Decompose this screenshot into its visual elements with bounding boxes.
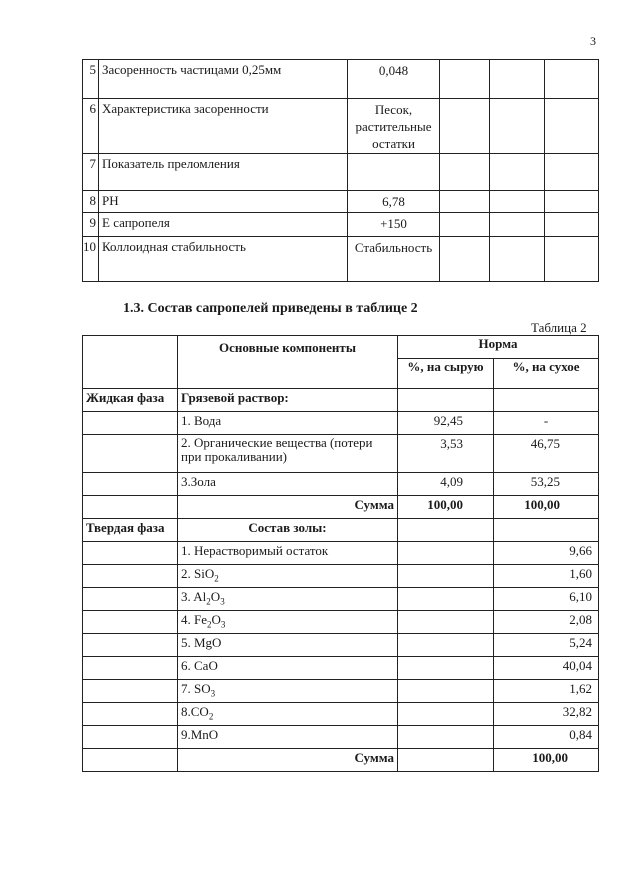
norma-header: Норма: [398, 336, 599, 359]
raw-value: 92,45: [398, 412, 494, 435]
row-value: 0,048: [348, 60, 440, 99]
component-name: 3.Зола: [178, 473, 398, 496]
component-name: 2. SiO$_2$: [178, 565, 398, 588]
table-row: [83, 412, 599, 435]
dry-value: 5,24: [494, 634, 599, 657]
table-row: [83, 213, 599, 237]
table-label: Таблица 2: [531, 320, 587, 335]
row-value: Стабильность: [348, 237, 440, 282]
dry-value: 40,04: [494, 657, 599, 680]
sum-dry: 100,00: [494, 749, 599, 772]
dry-value: 46,75: [494, 435, 599, 473]
row-name: Показатель преломления: [99, 154, 348, 191]
liquid-phase-title: Грязевой раствор:: [178, 389, 398, 412]
row-name: Е сапропеля: [99, 213, 348, 237]
row-name: PH: [99, 191, 348, 213]
row-value: 6,78: [348, 191, 440, 213]
page-number: 3: [590, 34, 596, 48]
sum-row: [83, 496, 599, 519]
table-row: [83, 703, 599, 726]
raw-value: 3,53: [398, 435, 494, 473]
table-row: [83, 634, 599, 657]
sum-dry: 100,00: [494, 496, 599, 519]
row-value: Песок, растительные остатки: [348, 99, 440, 154]
sum-label: Сумма: [178, 749, 398, 772]
solid-phase-label: Твердая фаза: [83, 519, 178, 542]
sum-raw: 100,00: [398, 496, 494, 519]
components-header: Основные компоненты: [178, 336, 398, 389]
table-row: [83, 60, 599, 99]
sum-row: [83, 749, 599, 772]
header-row: [83, 336, 599, 359]
dry-value: 0,84: [494, 726, 599, 749]
table-row: [83, 588, 599, 611]
section-heading: 1.3. Состав сапропелей приведены в таблице 2: [123, 301, 418, 316]
characteristics-table: [82, 59, 599, 282]
raw-header: %, на сырую: [398, 359, 494, 389]
row-number: 10: [83, 237, 99, 282]
row-number: 6: [83, 99, 99, 154]
component-name: $8.CO_2$: [178, 703, 398, 726]
composition-table: [82, 335, 599, 772]
dry-value: 1,60: [494, 565, 599, 588]
dry-value: 53,25: [494, 473, 599, 496]
row-number: 5: [83, 60, 99, 99]
component-name: 6. CaO: [178, 657, 398, 680]
table-row: [83, 657, 599, 680]
table-row: [83, 237, 599, 282]
table-row: [83, 726, 599, 749]
raw-value: 4,09: [398, 473, 494, 496]
table-row: [83, 565, 599, 588]
dry-value: 32,82: [494, 703, 599, 726]
row-number: 8: [83, 191, 99, 213]
component-name: 3. $Al_2O_3$: [178, 588, 398, 611]
dry-header: %, на сухое: [494, 359, 599, 389]
component-name: 7. $SO_3$: [178, 680, 398, 703]
dry-value: 2,08: [494, 611, 599, 634]
table-row: [83, 542, 599, 565]
dry-value: 9,66: [494, 542, 599, 565]
row-name: Характеристика засоренности: [99, 99, 348, 154]
dry-value: -: [494, 412, 599, 435]
table-row: [83, 680, 599, 703]
solid-phase-title: Состав золы:: [178, 519, 398, 542]
table-row: [83, 191, 599, 213]
row-number: 9: [83, 213, 99, 237]
table-row: [83, 519, 599, 542]
table-row: [83, 435, 599, 473]
component-name: 4. $Fe_2O_3$: [178, 611, 398, 634]
row-value: [348, 154, 440, 191]
component-name: 2. Органические вещества (потери при прокаливании): [178, 435, 398, 473]
row-number: 7: [83, 154, 99, 191]
liquid-phase-label: Жидкая фаза: [83, 389, 178, 412]
sum-label: Сумма: [178, 496, 398, 519]
dry-value: 6,10: [494, 588, 599, 611]
row-name: Засоренность частицами 0,25мм: [99, 60, 348, 99]
table-row: [83, 99, 599, 154]
component-name: 9.MnO: [178, 726, 398, 749]
table-row: [83, 473, 599, 496]
table-row: [83, 389, 599, 412]
component-name: 5. MgO: [178, 634, 398, 657]
dry-value: 1,62: [494, 680, 599, 703]
row-value: +150: [348, 213, 440, 237]
component-name: 1. Нерастворимый остаток: [178, 542, 398, 565]
table-row: [83, 154, 599, 191]
row-name: Коллоидная стабильность: [99, 237, 348, 282]
component-name: 1. Вода: [178, 412, 398, 435]
table-row: [83, 611, 599, 634]
